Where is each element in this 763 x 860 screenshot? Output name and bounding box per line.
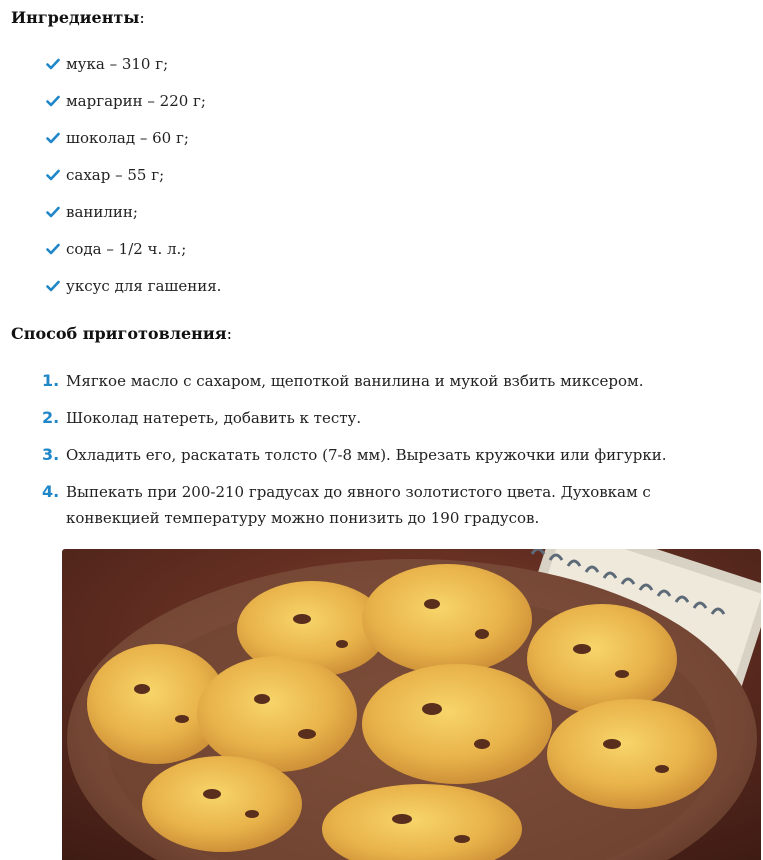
ingredient-text: ванилин; [66, 203, 138, 221]
ingredients-heading [11, 8, 145, 27]
list-item [46, 165, 164, 185]
list-item [46, 276, 221, 296]
step-number: 4. [42, 482, 60, 501]
ingredients-title: Ингредиенты [11, 8, 140, 27]
checkmark-icon [46, 242, 60, 256]
step-number: 1. [42, 371, 60, 390]
step-text: Охладить его, раскатать толсто (7-8 мм). Вырезать кружочки или фигурки. [66, 446, 667, 464]
method-colon: : [226, 324, 232, 343]
list-item [46, 239, 186, 259]
step-text: Мягкое масло с сахаром, щепоткой ванилина и мукой взбить миксером. [66, 372, 644, 390]
step-text: Выпекать при 200-210 градусах до явного золотистого цвета. Духовкам с конвекцией температуру можно понизить до 190 градусов. [66, 483, 651, 527]
ingredient-text: уксус для гашения. [66, 277, 222, 295]
checkmark-icon [46, 205, 60, 219]
list-item [46, 91, 206, 111]
ingredient-text: сахар – 55 г; [66, 166, 165, 184]
checkmark-icon [46, 131, 60, 145]
ingredient-text: маргарин – 220 г; [66, 92, 206, 110]
ingredient-text: шоколад – 60 г; [66, 129, 189, 147]
ingredient-text: сода – 1/2 ч. л.; [66, 240, 187, 258]
method-heading [11, 324, 232, 343]
list-item [46, 54, 168, 74]
checkmark-icon [46, 94, 60, 108]
method-title: Способ приготовления [11, 324, 227, 343]
list-item [46, 128, 189, 148]
cookies-illustration [62, 549, 761, 860]
ingredient-text: мука – 310 г; [66, 55, 169, 73]
cookies-photo [62, 549, 761, 860]
step-number: 3. [42, 445, 60, 464]
ingredients-colon: : [139, 8, 145, 27]
checkmark-icon [46, 279, 60, 293]
step-number: 2. [42, 408, 60, 427]
checkmark-icon [46, 57, 60, 71]
list-item [46, 202, 138, 222]
checkmark-icon [46, 168, 60, 182]
step-text: Шоколад натереть, добавить к тесту. [66, 409, 362, 427]
